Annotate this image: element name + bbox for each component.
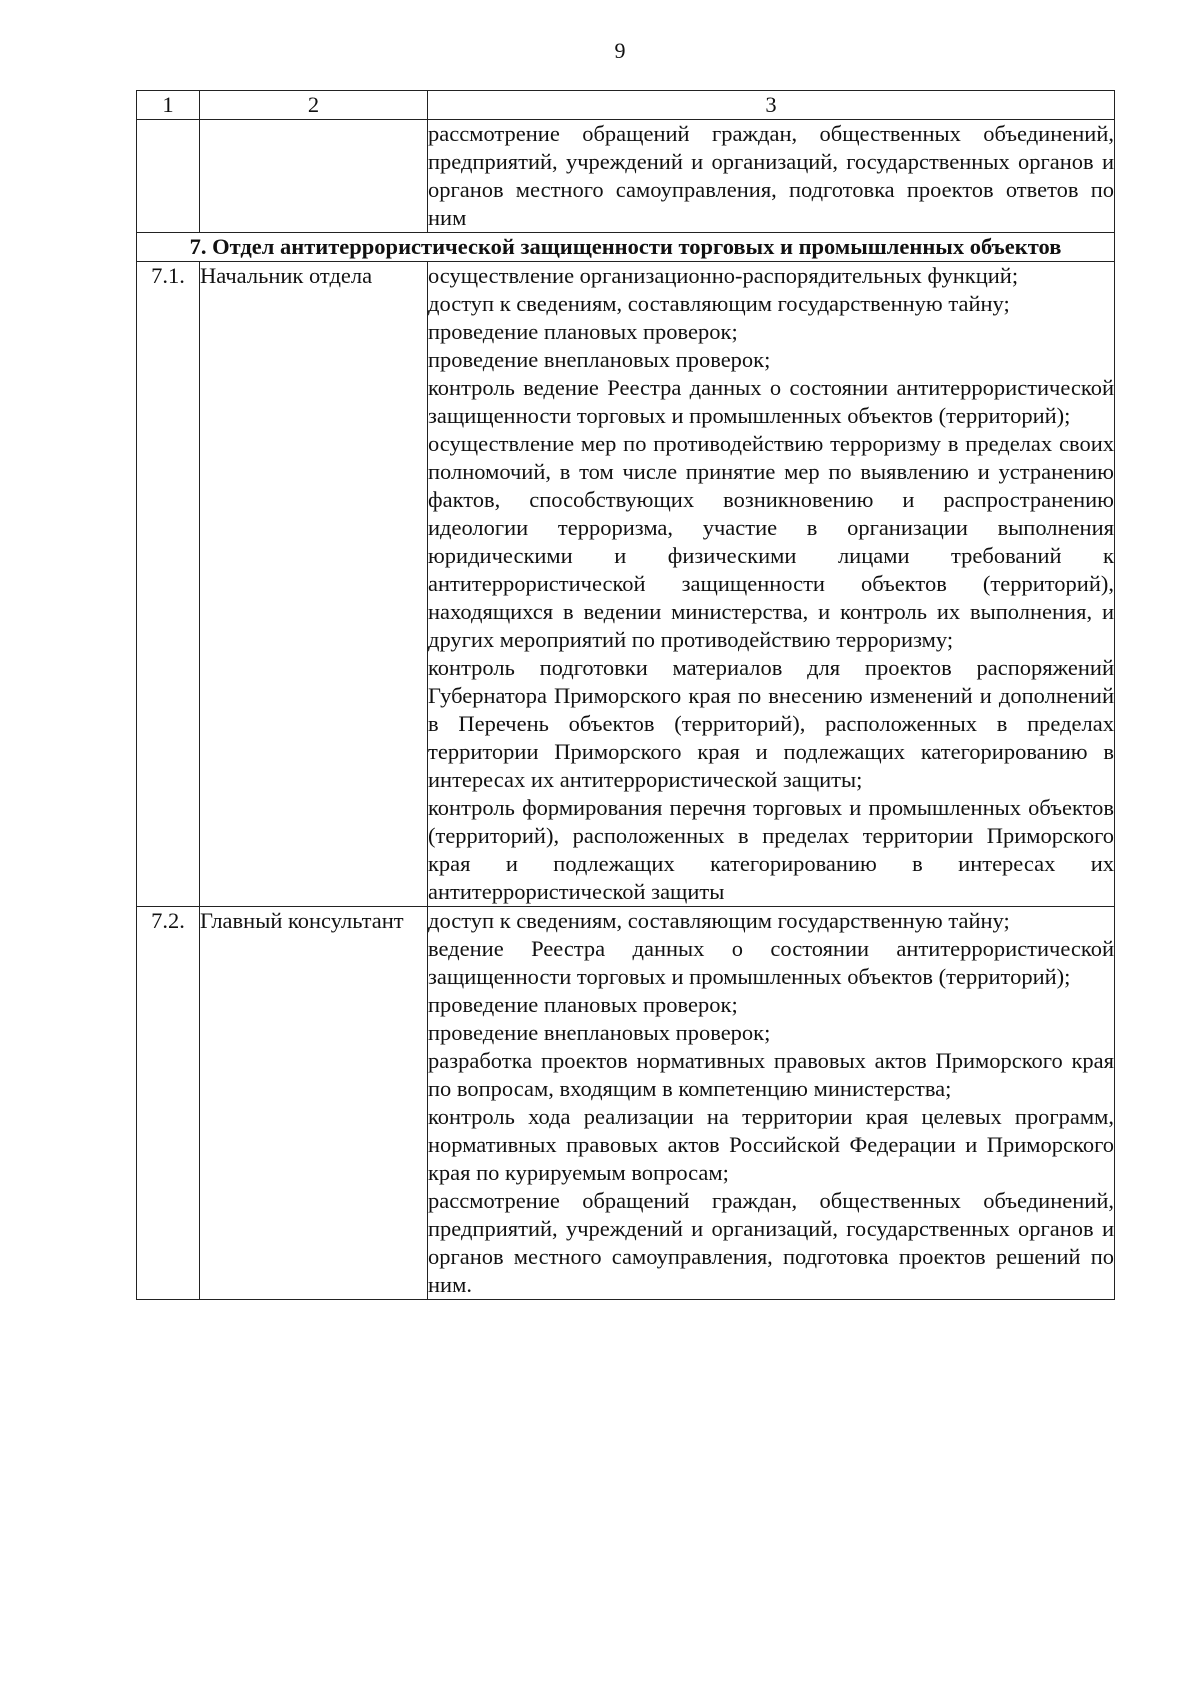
- duty-item: контроль хода реализации на территории края целевых программ, нормативных правовых актов Российской Федерации и Приморского края по курируемым вопросам;: [428, 1104, 1114, 1185]
- duties-cell: [428, 907, 1115, 1300]
- duty-item: осуществление мер по противодействию терроризму в пределах своих полномочий, в том числе принятие мер по выявлению и устранению фактов, способствующих возникновению и распространению идеологии терроризма, участие в организации выполнения юридическими и физическими лицами требований к антитеррористической защищенности объектов (территорий), находящихся в ведении министерства, и контроль их выполнения, и других мероприятий по противодействию терроризму;: [428, 431, 1114, 652]
- duty-item: контроль формирования перечня торговых и промышленных объектов (территорий), расположенных в пределах территории Приморского края и подлежащих категорированию в интересах их антитеррористической защиты: [428, 795, 1114, 904]
- empty-num-cell: [137, 120, 200, 233]
- duty-item: проведение плановых проверок;: [428, 992, 738, 1017]
- row-number: 7.2.: [137, 907, 200, 1300]
- column-number-2: 2: [200, 91, 428, 120]
- row-number: 7.1.: [137, 262, 200, 907]
- section-header-row: [137, 233, 1115, 262]
- duty-item: осуществление организационно-распорядительных функций;: [428, 263, 1019, 288]
- table-row: [137, 907, 1115, 1300]
- column-number-row: [137, 91, 1115, 120]
- duties-cell: [428, 262, 1115, 907]
- duty-item: разработка проектов нормативных правовых актов Приморского края по вопросам, входящим в компетенцию министерства;: [428, 1048, 1114, 1101]
- duty-item: ведение Реестра данных о состоянии антитеррористической защищенности торговых и промышленных объектов (территорий);: [428, 936, 1114, 989]
- duty-item: доступ к сведениям, составляющим государственную тайну;: [428, 291, 1010, 316]
- duty-item: проведение внеплановых проверок;: [428, 1020, 771, 1045]
- empty-position-cell: [200, 120, 428, 233]
- column-number-1: 1: [137, 91, 200, 120]
- position-title: Главный консультант: [200, 907, 428, 1300]
- section-title: 7. Отдел антитеррористической защищенности торговых и промышленных объектов: [137, 233, 1115, 262]
- duty-item: проведение внеплановых проверок;: [428, 347, 771, 372]
- column-number-3: 3: [428, 91, 1115, 120]
- continuation-row: [137, 120, 1115, 233]
- duty-item: рассмотрение обращений граждан, общественных объединений, предприятий, учреждений и организаций, государственных органов и органов местного самоуправления, подготовка проектов решений по ним.: [428, 1188, 1114, 1297]
- table-row: [137, 262, 1115, 907]
- duty-item: доступ к сведениям, составляющим государственную тайну;: [428, 908, 1010, 933]
- continuation-duties-cell: [428, 120, 1115, 233]
- position-title: Начальник отдела: [200, 262, 428, 907]
- duty-item: рассмотрение обращений граждан, общественных объединений, предприятий, учреждений и организаций, государственных органов и органов местного самоуправления, подготовка проектов ответов по ним: [428, 121, 1114, 230]
- duty-item: контроль подготовки материалов для проектов распоряжений Губернатора Приморского края по внесению изменений и дополнений в Перечень объектов (территорий), расположенных в пределах территории Приморского края и подлежащих категорированию в интересах их антитеррористической защиты;: [428, 655, 1114, 792]
- duty-item: контроль ведение Реестра данных о состоянии антитеррористической защищенности торговых и промышленных объектов (территорий);: [428, 375, 1114, 428]
- page-number: 9: [614, 38, 626, 63]
- duties-table: [136, 90, 1115, 1300]
- duty-item: проведение плановых проверок;: [428, 319, 738, 344]
